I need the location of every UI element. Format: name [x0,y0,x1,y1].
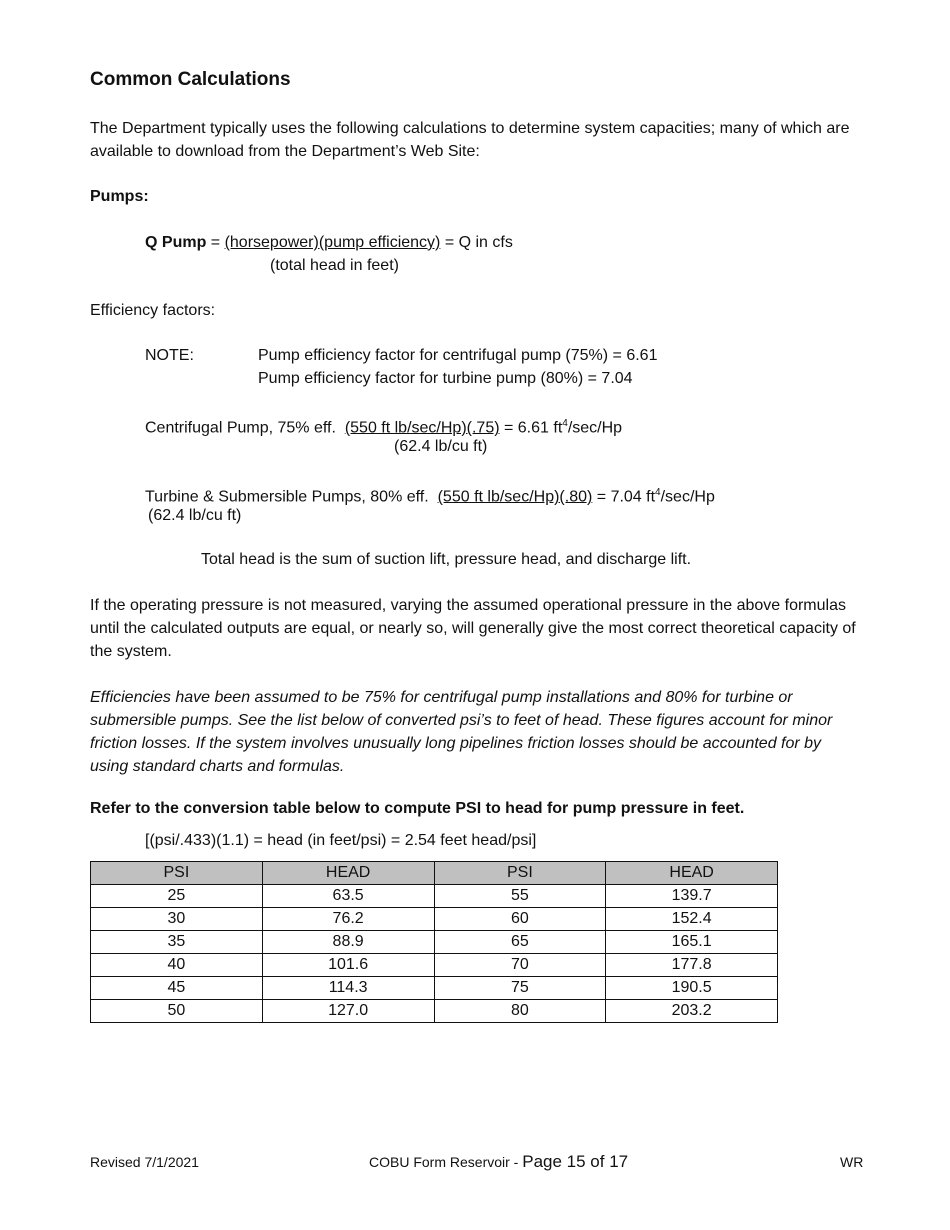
table-cell: 76.2 [262,908,434,931]
table-row [91,1000,778,1023]
table-header-row [91,862,778,885]
table-cell: 50 [91,1000,263,1023]
table-cell: 203.2 [606,1000,778,1023]
turbine-prefix: Turbine & Submersible Pumps, 80% eff. [145,488,438,506]
table-cell: 152.4 [606,908,778,931]
note-line-2: Pump efficiency factor for turbine pump (80%) = 7.04 [258,370,633,387]
turbine-exponent: 4 [655,487,661,498]
table-row [91,977,778,1000]
total-head-note: Total head is the sum of suction lift, pressure head, and discharge lift. [201,551,692,568]
table-cell: 127.0 [262,1000,434,1023]
footer-page-number: Page 15 of 17 [522,1152,629,1171]
centrifugal-denominator: (62.4 lb/cu ft) [394,438,488,455]
table-row [91,885,778,908]
table-cell: 139.7 [606,885,778,908]
table-cell: 165.1 [606,931,778,954]
qpump-equals: = [206,234,225,251]
table-cell: 25 [91,885,263,908]
note-line-1: Pump efficiency factor for centrifugal pump (75%) = 6.61 [258,347,658,364]
turbine-result: = 7.04 ft [592,488,656,506]
table-cell: 75 [434,977,606,1000]
conversion-instruction: Refer to the conversion table below to compute PSI to head for pump pressure in feet. [90,800,745,817]
pumps-label: Pumps: [90,188,149,205]
header-head-2: HEAD [606,862,778,885]
table-cell: 70 [434,954,606,977]
qpump-formula [145,231,513,254]
turbine-unit: /sec/Hp [660,488,715,506]
footer-form [369,1152,628,1172]
centrifugal-result: = 6.61 ft [499,419,563,437]
table-cell: 177.8 [606,954,778,977]
table-row [91,931,778,954]
intro-paragraph: The Department typically uses the following calculations to determine system capacities; many of which are available to download from the Department’s Web Site: [90,120,850,160]
efficiencies-paragraph: Efficiencies have been assumed to be 75% for centrifugal pump installations and 80% for turbine or submersible pumps. See the list below of converted psi’s to feet of head. These figures account for minor friction losses. If the system involves unusually long pipelines friction losses should be accounted for by using standard charts and formulas. [90,689,833,775]
qpump-result: = Q in cfs [440,234,513,251]
centrifugal-numerator: (550 ft lb/sec/Hp)(.75) [344,419,500,437]
centrifugal-formula [145,412,622,439]
table-cell: 30 [91,908,263,931]
conversion-formula: [(psi/.433)(1.1) = head (in feet/psi) = 2.54 feet head/psi] [145,832,537,849]
footer-revised: Revised 7/1/2021 [90,1154,199,1170]
table-cell: 65 [434,931,606,954]
footer-form-name: COBU Form Reservoir - [369,1154,523,1170]
table-cell: 88.9 [262,931,434,954]
qpump-label: Q Pump [145,234,207,251]
qpump-denominator: (total head in feet) [270,257,399,274]
turbine-denominator: (62.4 lb/cu ft) [148,507,242,524]
table-cell: 40 [91,954,263,977]
footer-initials: WR [840,1154,864,1170]
table-cell: 190.5 [606,977,778,1000]
operating-pressure-paragraph: If the operating pressure is not measured, varying the assumed operational pressure in the above formulas until the calculated outputs are equal, or nearly so, will generally give the most correct theoretical capacity of the system. [90,597,856,660]
centrifugal-unit: /sec/Hp [567,419,623,437]
table-cell: 45 [91,977,263,1000]
table-cell: 60 [434,908,606,931]
table-row [91,954,778,977]
table-cell: 114.3 [262,977,434,1000]
page-title: Common Calculations [90,69,291,90]
table-row [91,908,778,931]
header-head-1: HEAD [262,862,434,885]
note-label: NOTE: [145,347,194,364]
qpump-numerator: (horsepower)(pump efficiency) [224,234,441,251]
efficiency-label: Efficiency factors: [90,302,216,319]
table-cell: 80 [434,1000,606,1023]
header-psi-1: PSI [91,862,263,885]
centrifugal-prefix: Centrifugal Pump, 75% eff. [145,419,345,437]
header-psi-2: PSI [434,862,606,885]
table-cell: 55 [434,885,606,908]
centrifugal-exponent: 4 [562,418,568,429]
table-cell: 101.6 [262,954,434,977]
turbine-numerator: (550 ft lb/sec/Hp)(.80) [437,488,593,506]
table-cell: 35 [91,931,263,954]
table-cell: 63.5 [262,885,434,908]
psi-head-table [90,861,778,1023]
